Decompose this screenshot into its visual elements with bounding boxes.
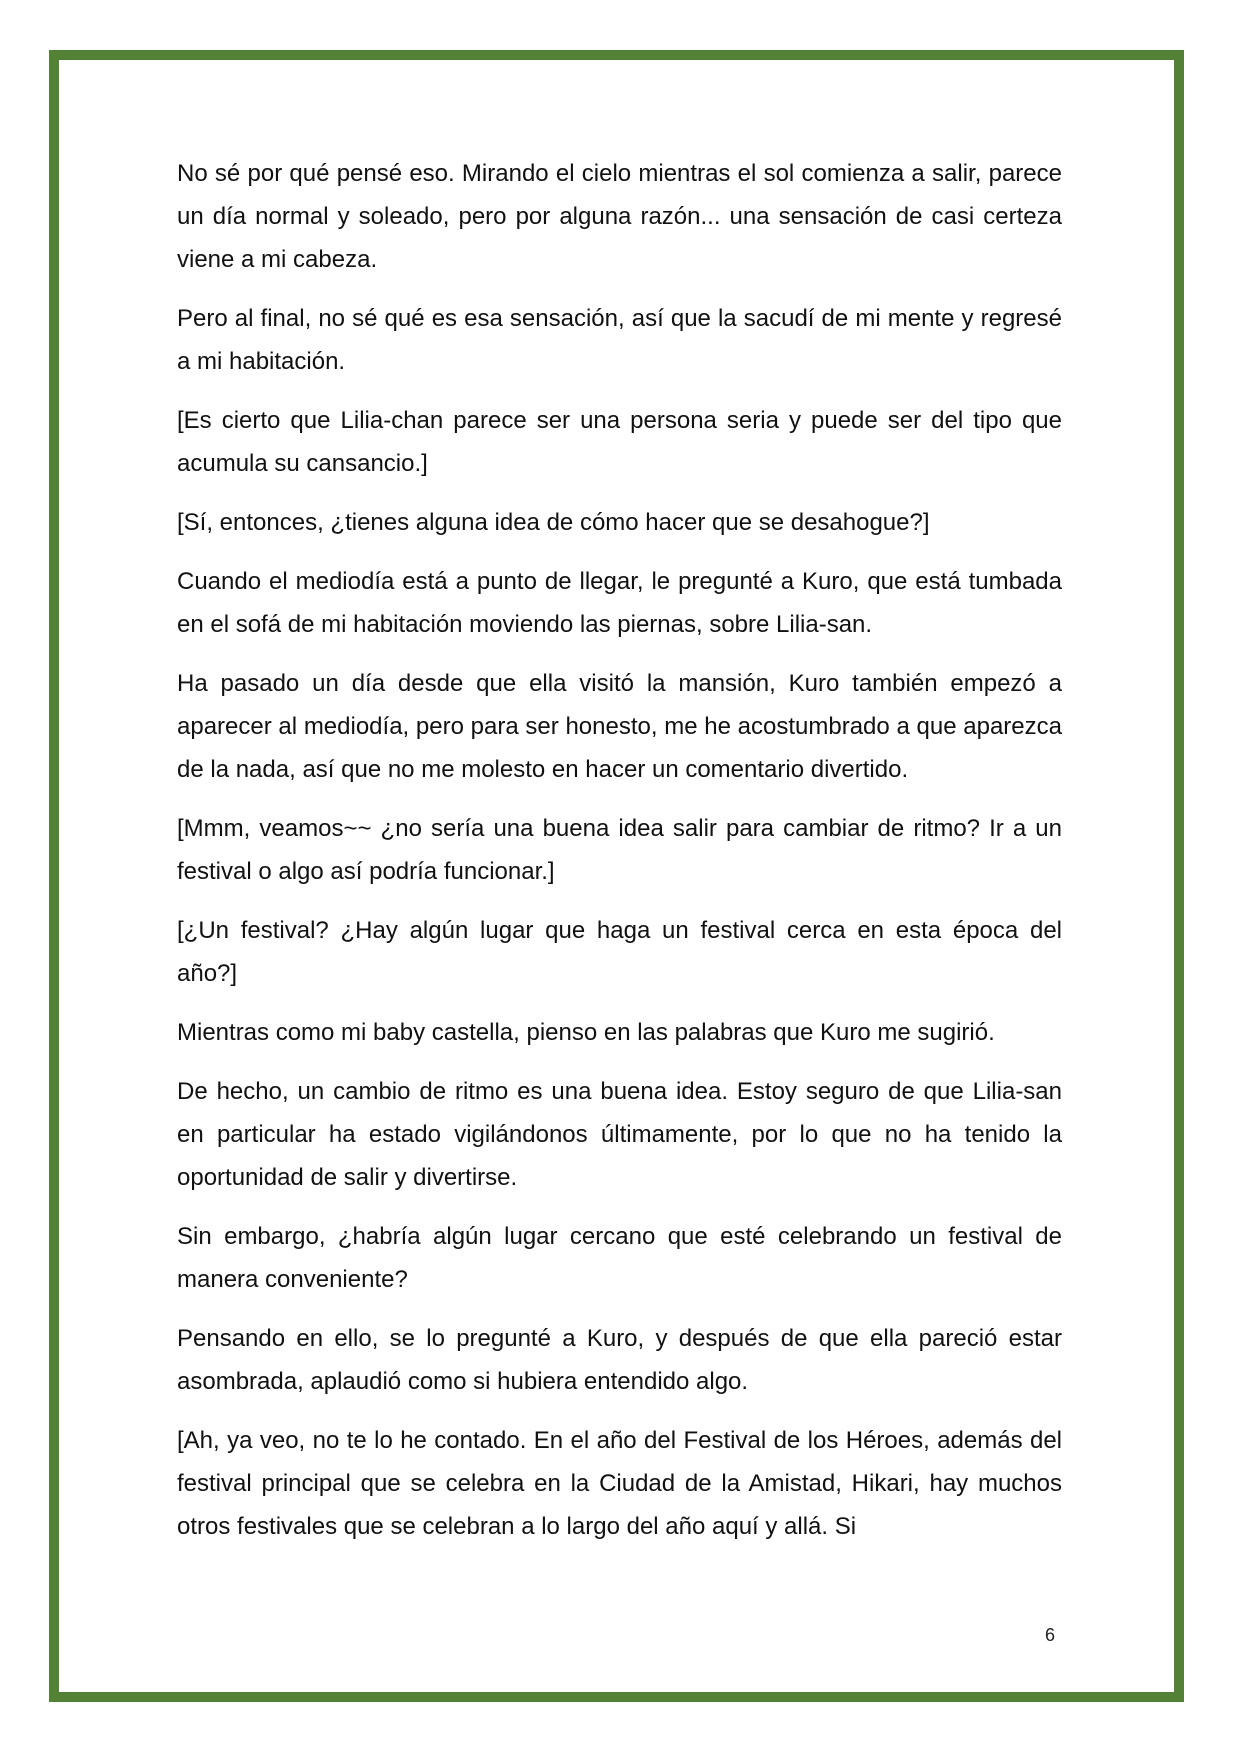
paragraph: Pensando en ello, se lo pregunté a Kuro, y después de que ella pareció estar asombrada, aplaudió como si hubiera entendido algo.	[177, 1325, 1062, 1395]
paragraph: [Es cierto que Lilia-chan parece ser una persona seria y puede ser del tipo que acumula su cansancio.]	[177, 407, 1062, 477]
paragraph: Cuando el mediodía está a punto de llegar, le pregunté a Kuro, que está tumbada en el sofá de mi habitación moviendo las piernas, sobre Lilia-san.	[177, 568, 1062, 638]
document-body	[177, 152, 1062, 1564]
paragraph: De hecho, un cambio de ritmo es una buena idea. Estoy seguro de que Lilia-san en particular ha estado vigilándonos últimamente, por lo que no ha tenido la oportunidad de salir y divertirse.	[177, 1078, 1062, 1191]
paragraph: [Ah, ya veo, no te lo he contado. En el año del Festival de los Héroes, además del festival principal que se celebra en la Ciudad de la Amistad, Hikari, hay muchos otros festivales que se celebran a lo largo del año aquí y allá. Si	[177, 1427, 1062, 1540]
paragraph: [Mmm, veamos~~ ¿no sería una buena idea salir para cambiar de ritmo? Ir a un festival o algo así podría funcionar.]	[177, 815, 1062, 885]
paragraph: No sé por qué pensé eso. Mirando el cielo mientras el sol comienza a salir, parece un día normal y soleado, pero por alguna razón... una sensación de casi certeza viene a mi cabeza.	[177, 160, 1062, 273]
paragraph: Ha pasado un día desde que ella visitó la mansión, Kuro también empezó a aparecer al mediodía, pero para ser honesto, me he acostumbrado a que aparezca de la nada, así que no me molesto en hacer un comentario divertido.	[177, 670, 1062, 783]
paragraph: [Sí, entonces, ¿tienes alguna idea de cómo hacer que se desahogue?]	[177, 509, 930, 536]
paragraph: Pero al final, no sé qué es esa sensación, así que la sacudí de mi mente y regresé a mi habitación.	[177, 305, 1062, 375]
paragraph: [¿Un festival? ¿Hay algún lugar que haga un festival cerca en esta época del año?]	[177, 917, 1062, 987]
page-number: 6	[1045, 1625, 1056, 1645]
paragraph: Sin embargo, ¿habría algún lugar cercano que esté celebrando un festival de manera conveniente?	[177, 1223, 1062, 1293]
paragraph: Mientras como mi baby castella, pienso en las palabras que Kuro me sugirió.	[177, 1019, 995, 1046]
